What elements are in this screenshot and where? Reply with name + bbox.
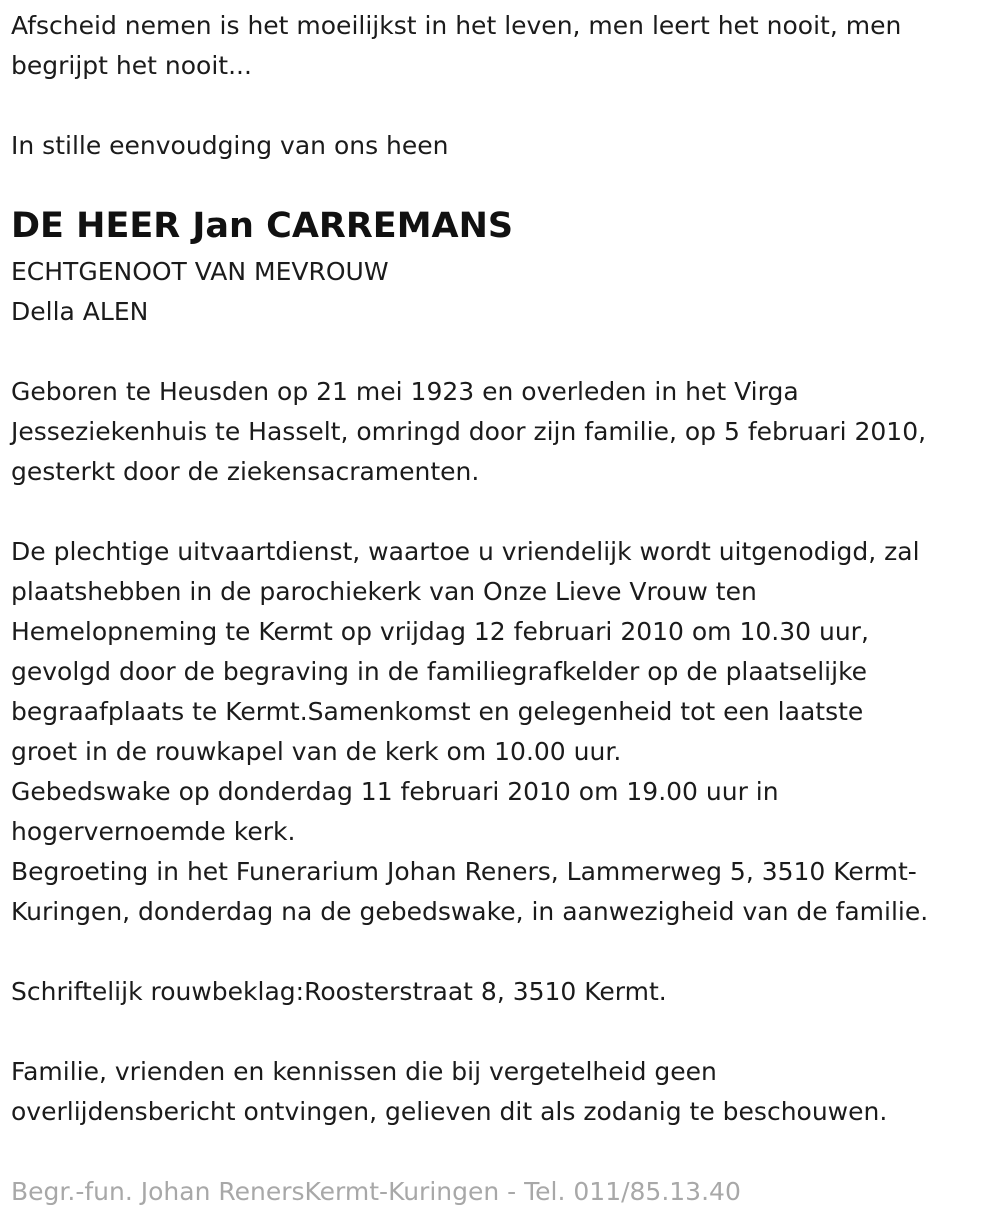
service-line: groet in de rouwkapel van de kerk om 10.00 uur. [11,737,622,766]
spacer [11,332,1000,372]
service-line: Begroeting in het Funerarium Johan Reners, Lammerweg 5, 3510 Kermt- [11,857,917,886]
spacer [11,86,1000,126]
service-line: De plechtige uitvaartdienst, waartoe u vriendelijk wordt uitgenodigd, zal [11,537,920,566]
spacer [11,166,1000,200]
biography-paragraph [11,372,1000,492]
service-line: Hemelopneming te Kermt op vrijdag 12 februari 2010 om 10.30 uur, [11,617,869,646]
service-line: hogervernoemde kerk. [11,817,296,846]
condolences-address: Schriftelijk rouwbeklag:Roosterstraat 8, 3510 Kermt. [11,977,667,1006]
service-line: Kuringen, donderdag na de gebedswake, in aanwezigheid van de familie. [11,897,929,926]
departure-line: In stille eenvoudging van ons heen [11,131,449,160]
biography-line: Geboren te Heusden op 21 mei 1923 en overleden in het Virga [11,377,799,406]
notice-paragraph [11,1052,1000,1132]
biography-line: Jesseziekenhuis te Hasselt, omringd door zijn familie, op 5 februari 2010, [11,417,927,446]
service-line: gevolgd door de begraving in de familiegrafkelder op de plaatselijke [11,657,868,686]
spacer [11,492,1000,532]
service-paragraph [11,532,1000,932]
service-line: plaatshebben in de parochiekerk van Onze Lieve Vrouw ten [11,577,757,606]
service-line: begraafplaats te Kermt.Samenkomst en gelegenheid tot een laatste [11,697,864,726]
biography-line: gesterkt door de ziekensacramenten. [11,457,480,486]
quote-line: begrijpt het nooit... [11,51,252,80]
quote-line: Afscheid nemen is het moeilijkst in het leven, men leert het nooit, men [11,11,902,40]
spacer [11,1132,1000,1172]
deceased-name: DE HEER Jan CARREMANS [11,206,514,246]
notice-line: overlijdensbericht ontvingen, gelieven dit als zodanig te beschouwen. [11,1097,888,1126]
notice-line: Familie, vrienden en kennissen die bij vergetelheid geen [11,1057,717,1086]
spacer [11,1012,1000,1052]
spouse-name: Della ALEN [11,297,149,326]
spacer [11,932,1000,972]
service-line: Gebedswake op donderdag 11 februari 2010 om 19.00 uur in [11,777,779,806]
funeral-home-footer: Begr.-fun. Johan RenersKermt-Kuringen - Tel. 011/85.13.40 [11,1177,741,1206]
relation-line: ECHTGENOOT VAN MEVROUW [11,257,389,286]
